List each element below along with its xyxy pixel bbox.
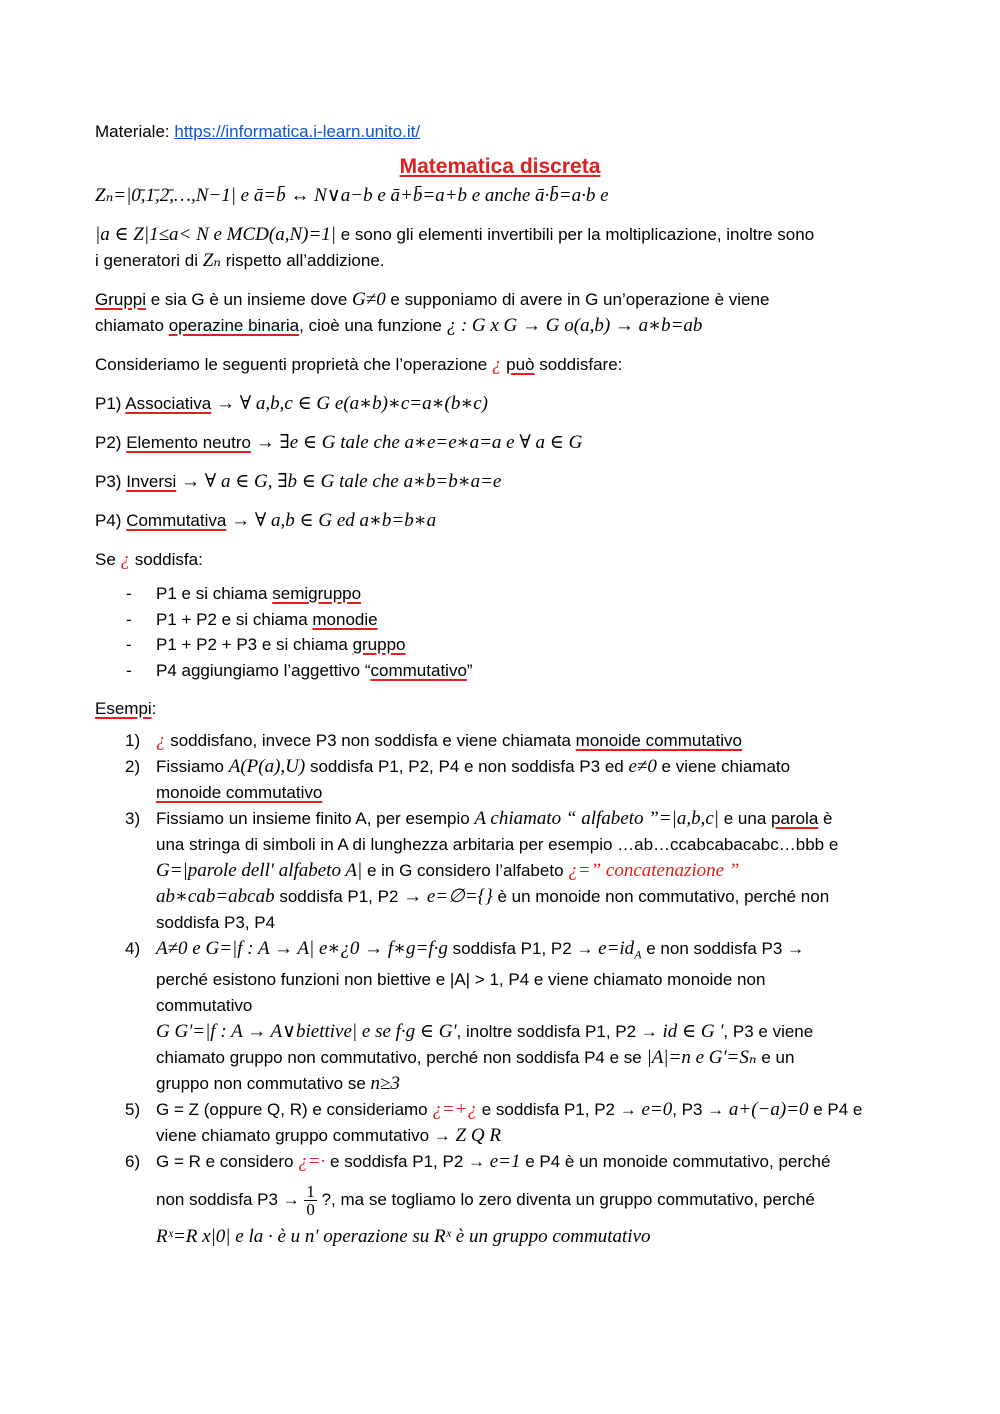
example-formula: e≠0	[628, 756, 657, 777]
example-text: , inoltre soddisfa P1, P2 →	[456, 1022, 663, 1042]
case-word: commutativo	[370, 660, 467, 680]
zn-definition	[95, 183, 905, 209]
op-symbol: ¿	[491, 354, 502, 375]
example-text: soddisfa P1, P2	[274, 887, 404, 906]
props-intro-text-2: soddisfare:	[534, 355, 623, 374]
property-name: Associativa	[125, 394, 212, 413]
example-number: 3)	[125, 809, 141, 828]
gruppi-text-3: chiamato	[95, 316, 169, 335]
property-formula: → ∀ a ∈ G, ∃b ∈ G tale che a∗b=b∗a=e	[181, 471, 502, 492]
se-text-2: soddisfa:	[130, 550, 203, 569]
example-number: 5)	[125, 1100, 141, 1120]
example-text: e P4 e	[808, 1100, 863, 1120]
example-number: 4)	[125, 939, 141, 958]
property-p2	[95, 430, 905, 456]
property-label: P2)	[95, 433, 127, 452]
property-name: Inversi	[126, 472, 177, 491]
case-text: P1 + P2 + P3 e si chiama	[156, 635, 353, 654]
case-word: monodie	[312, 609, 378, 629]
example-text: G = Z (oppure Q, R) e consideriamo	[156, 1100, 433, 1120]
example-6-line-2	[156, 1183, 815, 1218]
invertible-formula: |a ∈ Z|1≤a< N e MCD(a,N)=1|	[95, 224, 337, 245]
example-text: gruppo non commutativo se	[156, 1074, 371, 1094]
example-number: 6)	[125, 1152, 141, 1172]
property-name: Elemento neutro	[126, 433, 251, 452]
esempi-heading	[95, 696, 905, 722]
list-item	[95, 581, 905, 607]
case-text: P4 aggiungiamo l’aggettivo “	[156, 660, 371, 680]
invertible-text-2: i generatori di	[95, 251, 203, 270]
example-formula: ¿=” concatenazione ”	[568, 860, 740, 881]
example-formula: G=|parole dell' alfabeto A|	[156, 860, 363, 881]
gruppi-text-2: e supponiamo di avere in G un’operazione è viene	[385, 290, 770, 309]
example-formula: id ∈ G '	[662, 1021, 724, 1043]
example-text: soddisfa P1, P2, P4 e non soddisfa P3 ed	[305, 757, 629, 776]
cases-list	[95, 581, 905, 683]
property-label: P1)	[95, 394, 126, 413]
se-text-1: Se	[95, 550, 121, 569]
example-word: monoide commutativo	[156, 783, 323, 802]
example-text: e in G considero l’alfabeto	[362, 861, 569, 880]
example-number: 1)	[125, 731, 141, 750]
example-text: perché esistono funzioni non biettive e |A| > 1, P4 e viene chiamato monoide non	[156, 970, 766, 990]
operazione-binaria-word: operazine binaria	[168, 316, 300, 335]
invertible-paragraph	[95, 222, 905, 274]
example-word: parola	[771, 809, 819, 828]
gruppi-text-4: , cioè una funzione	[299, 316, 447, 335]
property-label: P4)	[95, 511, 127, 530]
example-text: Fissiamo un insieme finito A, per esempio	[156, 809, 475, 828]
example-formula: Z Q R	[455, 1125, 501, 1147]
list-item	[95, 632, 905, 658]
example-text: chiamato gruppo non commutativo, perché non soddisfa P4 e se	[156, 1048, 647, 1068]
fraction-denominator: 0	[306, 1200, 315, 1220]
zn-formula: Zₙ=|0̄,1̄,2̄,…,N−1| e ā=b̄ ↔ N∨a−b e ā+b̄=a+b e anche ā·b̄=a·b e	[95, 185, 609, 206]
case-word: gruppo	[352, 635, 406, 654]
example-number: 2)	[125, 757, 141, 776]
property-p1	[95, 391, 905, 417]
example-text: e non soddisfa P3 →	[641, 939, 805, 958]
examples-list	[95, 728, 905, 1250]
esempi-word: Esempi	[95, 699, 152, 718]
gruppi-formula-1: G≠0	[352, 289, 386, 310]
invertible-text: e sono gli elementi invertibili per la moltiplicazione, inoltre sono	[336, 225, 815, 244]
example-1	[95, 728, 905, 754]
property-p3	[95, 469, 905, 495]
material-line	[95, 119, 905, 145]
example-2	[95, 754, 905, 806]
example-formula: |A|=n e G'=Sₙ	[646, 1047, 757, 1069]
example-formula: ¿=·	[298, 1151, 326, 1173]
fraction	[304, 1183, 317, 1218]
property-label: P3)	[95, 472, 127, 491]
example-formula: e=id	[598, 938, 635, 959]
example-formula: G G'=|f : A → A∨biettive| e se f·g ∈ G'	[156, 1021, 457, 1043]
example-formula: A(P(a),U)	[228, 756, 306, 777]
example-text: soddisfa P3, P4	[156, 913, 276, 932]
material-link[interactable]: https://informatica.i-learn.unito.it/	[174, 122, 421, 141]
example-formula: e=0	[641, 1099, 673, 1121]
material-label: Materiale:	[95, 122, 175, 141]
zn-symbol: Zₙ	[202, 250, 222, 271]
example-formula: A≠0 e G=|f : A → A| e∗¿0 → f∗g=f·g	[156, 938, 448, 959]
property-formula: → ∀ a,b ∈ G ed a∗b=b∗a	[231, 510, 437, 531]
page-title: Matematica discreta	[399, 155, 601, 178]
gruppi-text-1: e sia G è un insieme dove	[146, 290, 353, 309]
properties-intro	[95, 352, 905, 378]
example-text: , P3 e viene	[723, 1022, 814, 1042]
example-formula: → e=∅={}	[403, 886, 493, 907]
example-text: , P3 →	[672, 1100, 729, 1120]
gruppi-word: Gruppi	[95, 290, 147, 309]
example-subscript: A	[634, 947, 642, 962]
example-5	[95, 1097, 905, 1149]
example-word: monoide commutativo	[575, 731, 742, 750]
fraction-numerator: 1	[306, 1182, 315, 1202]
example-formula: a+(−a)=0	[728, 1099, 809, 1121]
gruppi-paragraph	[95, 287, 905, 339]
case-after: ”	[466, 660, 473, 680]
example-3	[95, 806, 905, 936]
example-formula: ¿=+¿	[432, 1099, 478, 1121]
example-text: è un monoide non commutativo, perché non	[492, 887, 830, 906]
example-formula: e=1	[489, 1151, 521, 1173]
invertible-text-3: rispetto all’addizione.	[221, 251, 385, 270]
binary-op-formula: ¿ : G x G → G o(a,b) → a∗b=ab	[446, 315, 703, 336]
example-text: G = R e considero	[156, 1152, 299, 1172]
op-symbol: ¿	[120, 549, 131, 570]
se-soddisfa	[95, 547, 905, 573]
case-text: P1 e si chiama	[156, 584, 273, 603]
example-6	[95, 1149, 905, 1250]
example-text: una stringa di simboli in A di lunghezza arbitaria per esempio …ab…ccabcabacabc…bbb e	[156, 835, 839, 854]
puo-word: può	[506, 355, 535, 374]
example-formula: ab∗cab=abcab	[156, 886, 275, 907]
props-intro-text-1: Consideriamo le seguenti proprietà che l’operazione	[95, 355, 492, 374]
example-text: e P4 è un monoide commutativo, perché	[520, 1152, 831, 1172]
example-text: e soddisfa P1, P2 →	[477, 1100, 642, 1120]
op-symbol: ¿	[156, 730, 166, 751]
list-item	[95, 658, 905, 684]
example-text: Fissiamo	[156, 757, 229, 776]
example-text: commutativo	[156, 996, 253, 1016]
example-text: e una	[719, 809, 772, 828]
property-name: Commutativa	[126, 511, 227, 530]
example-text: soddisfano, invece P3 non soddisfa e viene chiamata	[165, 731, 576, 750]
example-text: e soddisfa P1, P2 →	[325, 1152, 490, 1172]
example-formula: Rˣ=R x|0| e la · è u n' operazione su Rˣ è un gruppo commutativo	[156, 1226, 651, 1248]
example-text: ?, ma se togliamo lo zero diventa un gruppo commutativo, perché	[316, 1190, 815, 1210]
example-4	[95, 936, 905, 1097]
example-formula: n≥3	[370, 1073, 400, 1095]
list-item	[95, 607, 905, 633]
property-formula: → ∃e ∈ G tale che a∗e=e∗a=a e ∀ a ∈ G	[255, 432, 583, 453]
example-text: viene chiamato gruppo commutativo →	[156, 1126, 456, 1146]
esempi-colon: :	[151, 699, 157, 718]
case-text: P1 + P2 e si chiama	[156, 609, 313, 629]
example-text: e un	[756, 1048, 795, 1068]
example-text: soddisfa P1, P2 →	[447, 939, 599, 958]
case-word: semigruppo	[272, 584, 362, 603]
example-text: non soddisfa P3 →	[156, 1190, 305, 1210]
property-p4	[95, 508, 905, 534]
example-text: e viene chiamato	[656, 757, 791, 776]
example-formula: A chiamato “ alfabeto ”=|a,b,c|	[474, 808, 720, 829]
example-text: è	[818, 809, 833, 828]
property-formula: → ∀ a,b,c ∈ G e(a∗b)∗c=a∗(b∗c)	[215, 393, 488, 414]
